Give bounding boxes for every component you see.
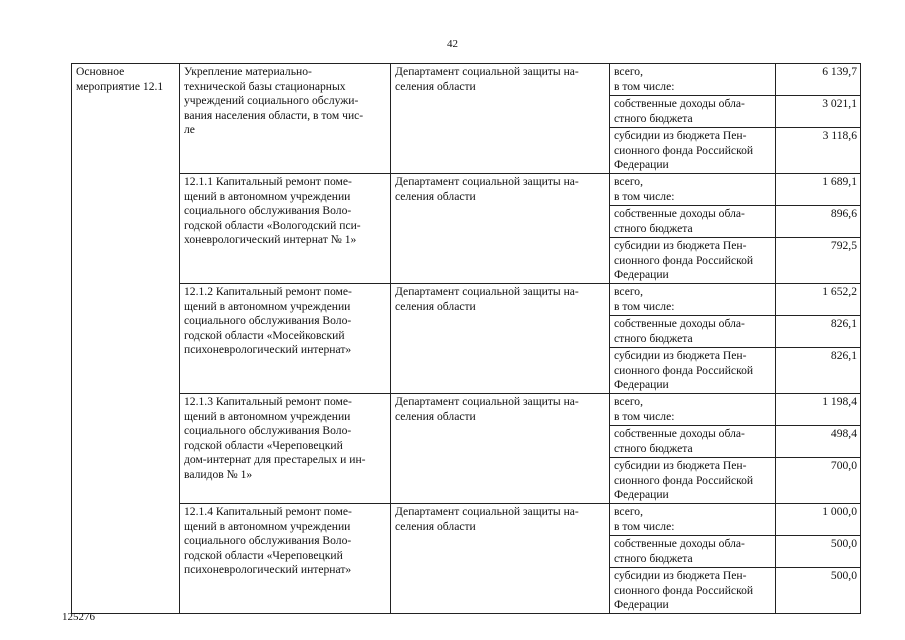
description-cell: 12.1.1 Капитальный ремонт поме- щений в автономном учреждении социального обслуживания Воло- годской области «Вологодский пси- хоневрологический интернат № 1» xyxy=(180,174,391,284)
source-cell: собственные доходы обла- стного бюджета xyxy=(610,316,776,348)
value-cell: 500,0 xyxy=(776,568,861,614)
source-cell: собственные доходы обла- стного бюджета xyxy=(610,206,776,238)
source-cell: субсидии из бюджета Пен- сионного фонда Российской Федерации xyxy=(610,458,776,504)
executor-cell: Департамент социальной защиты на- селения области xyxy=(391,504,610,614)
table-row xyxy=(72,504,861,536)
page-number: 42 xyxy=(447,38,458,50)
value-cell: 826,1 xyxy=(776,348,861,394)
source-cell: субсидии из бюджета Пен- сионного фонда Российской Федерации xyxy=(610,348,776,394)
description-cell: Укрепление материально- технической базы стационарных учреждений социального обслужи- вания населения области, в том чис- ле xyxy=(180,64,391,174)
value-cell: 3 021,1 xyxy=(776,96,861,128)
value-cell: 1 652,2 xyxy=(776,284,861,316)
source-cell: собственные доходы обла- стного бюджета xyxy=(610,536,776,568)
source-cell: субсидии из бюджета Пен- сионного фонда Российской Федерации xyxy=(610,568,776,614)
source-cell: собственные доходы обла- стного бюджета xyxy=(610,96,776,128)
value-cell: 3 118,6 xyxy=(776,128,861,174)
value-cell: 896,6 xyxy=(776,206,861,238)
budget-table xyxy=(71,63,861,614)
value-cell: 700,0 xyxy=(776,458,861,504)
value-cell: 1 000,0 xyxy=(776,504,861,536)
source-cell: всего, в том числе: xyxy=(610,504,776,536)
description-cell: 12.1.4 Капитальный ремонт поме- щений в автономном учреждении социального обслуживания Воло- годской области «Череповецкий психоневрологический интернат» xyxy=(180,504,391,614)
budget-table-body xyxy=(72,64,861,614)
executor-cell: Департамент социальной защиты на- селения области xyxy=(391,174,610,284)
value-cell: 1 198,4 xyxy=(776,394,861,426)
executor-cell: Департамент социальной защиты на- селения области xyxy=(391,284,610,394)
value-cell: 792,5 xyxy=(776,238,861,284)
description-cell: 12.1.2 Капитальный ремонт поме- щений в автономном учреждении социального обслуживания Воло- годской области «Мосейковский психоневрологический интернат» xyxy=(180,284,391,394)
source-cell: всего, в том числе: xyxy=(610,284,776,316)
source-cell: субсидии из бюджета Пен- сионного фонда Российской Федерации xyxy=(610,238,776,284)
table-row xyxy=(72,174,861,206)
value-cell: 498,4 xyxy=(776,426,861,458)
event-label-cell: Основное мероприятие 12.1 xyxy=(72,64,180,614)
executor-cell: Департамент социальной защиты на- селения области xyxy=(391,64,610,174)
source-cell: всего, в том числе: xyxy=(610,394,776,426)
document-code: 125276 xyxy=(62,611,95,623)
table-row xyxy=(72,284,861,316)
source-cell: собственные доходы обла- стного бюджета xyxy=(610,426,776,458)
source-cell: субсидии из бюджета Пен- сионного фонда Российской Федерации xyxy=(610,128,776,174)
table-row xyxy=(72,64,861,96)
table-row xyxy=(72,394,861,426)
description-cell: 12.1.3 Капитальный ремонт поме- щений в автономном учреждении социального обслуживания Воло- годской области «Череповецкий дом-интернат для престарелых и ин- валидов № 1» xyxy=(180,394,391,504)
value-cell: 826,1 xyxy=(776,316,861,348)
executor-cell: Департамент социальной защиты на- селения области xyxy=(391,394,610,504)
value-cell: 1 689,1 xyxy=(776,174,861,206)
value-cell: 500,0 xyxy=(776,536,861,568)
source-cell: всего, в том числе: xyxy=(610,64,776,96)
value-cell: 6 139,7 xyxy=(776,64,861,96)
source-cell: всего, в том числе: xyxy=(610,174,776,206)
